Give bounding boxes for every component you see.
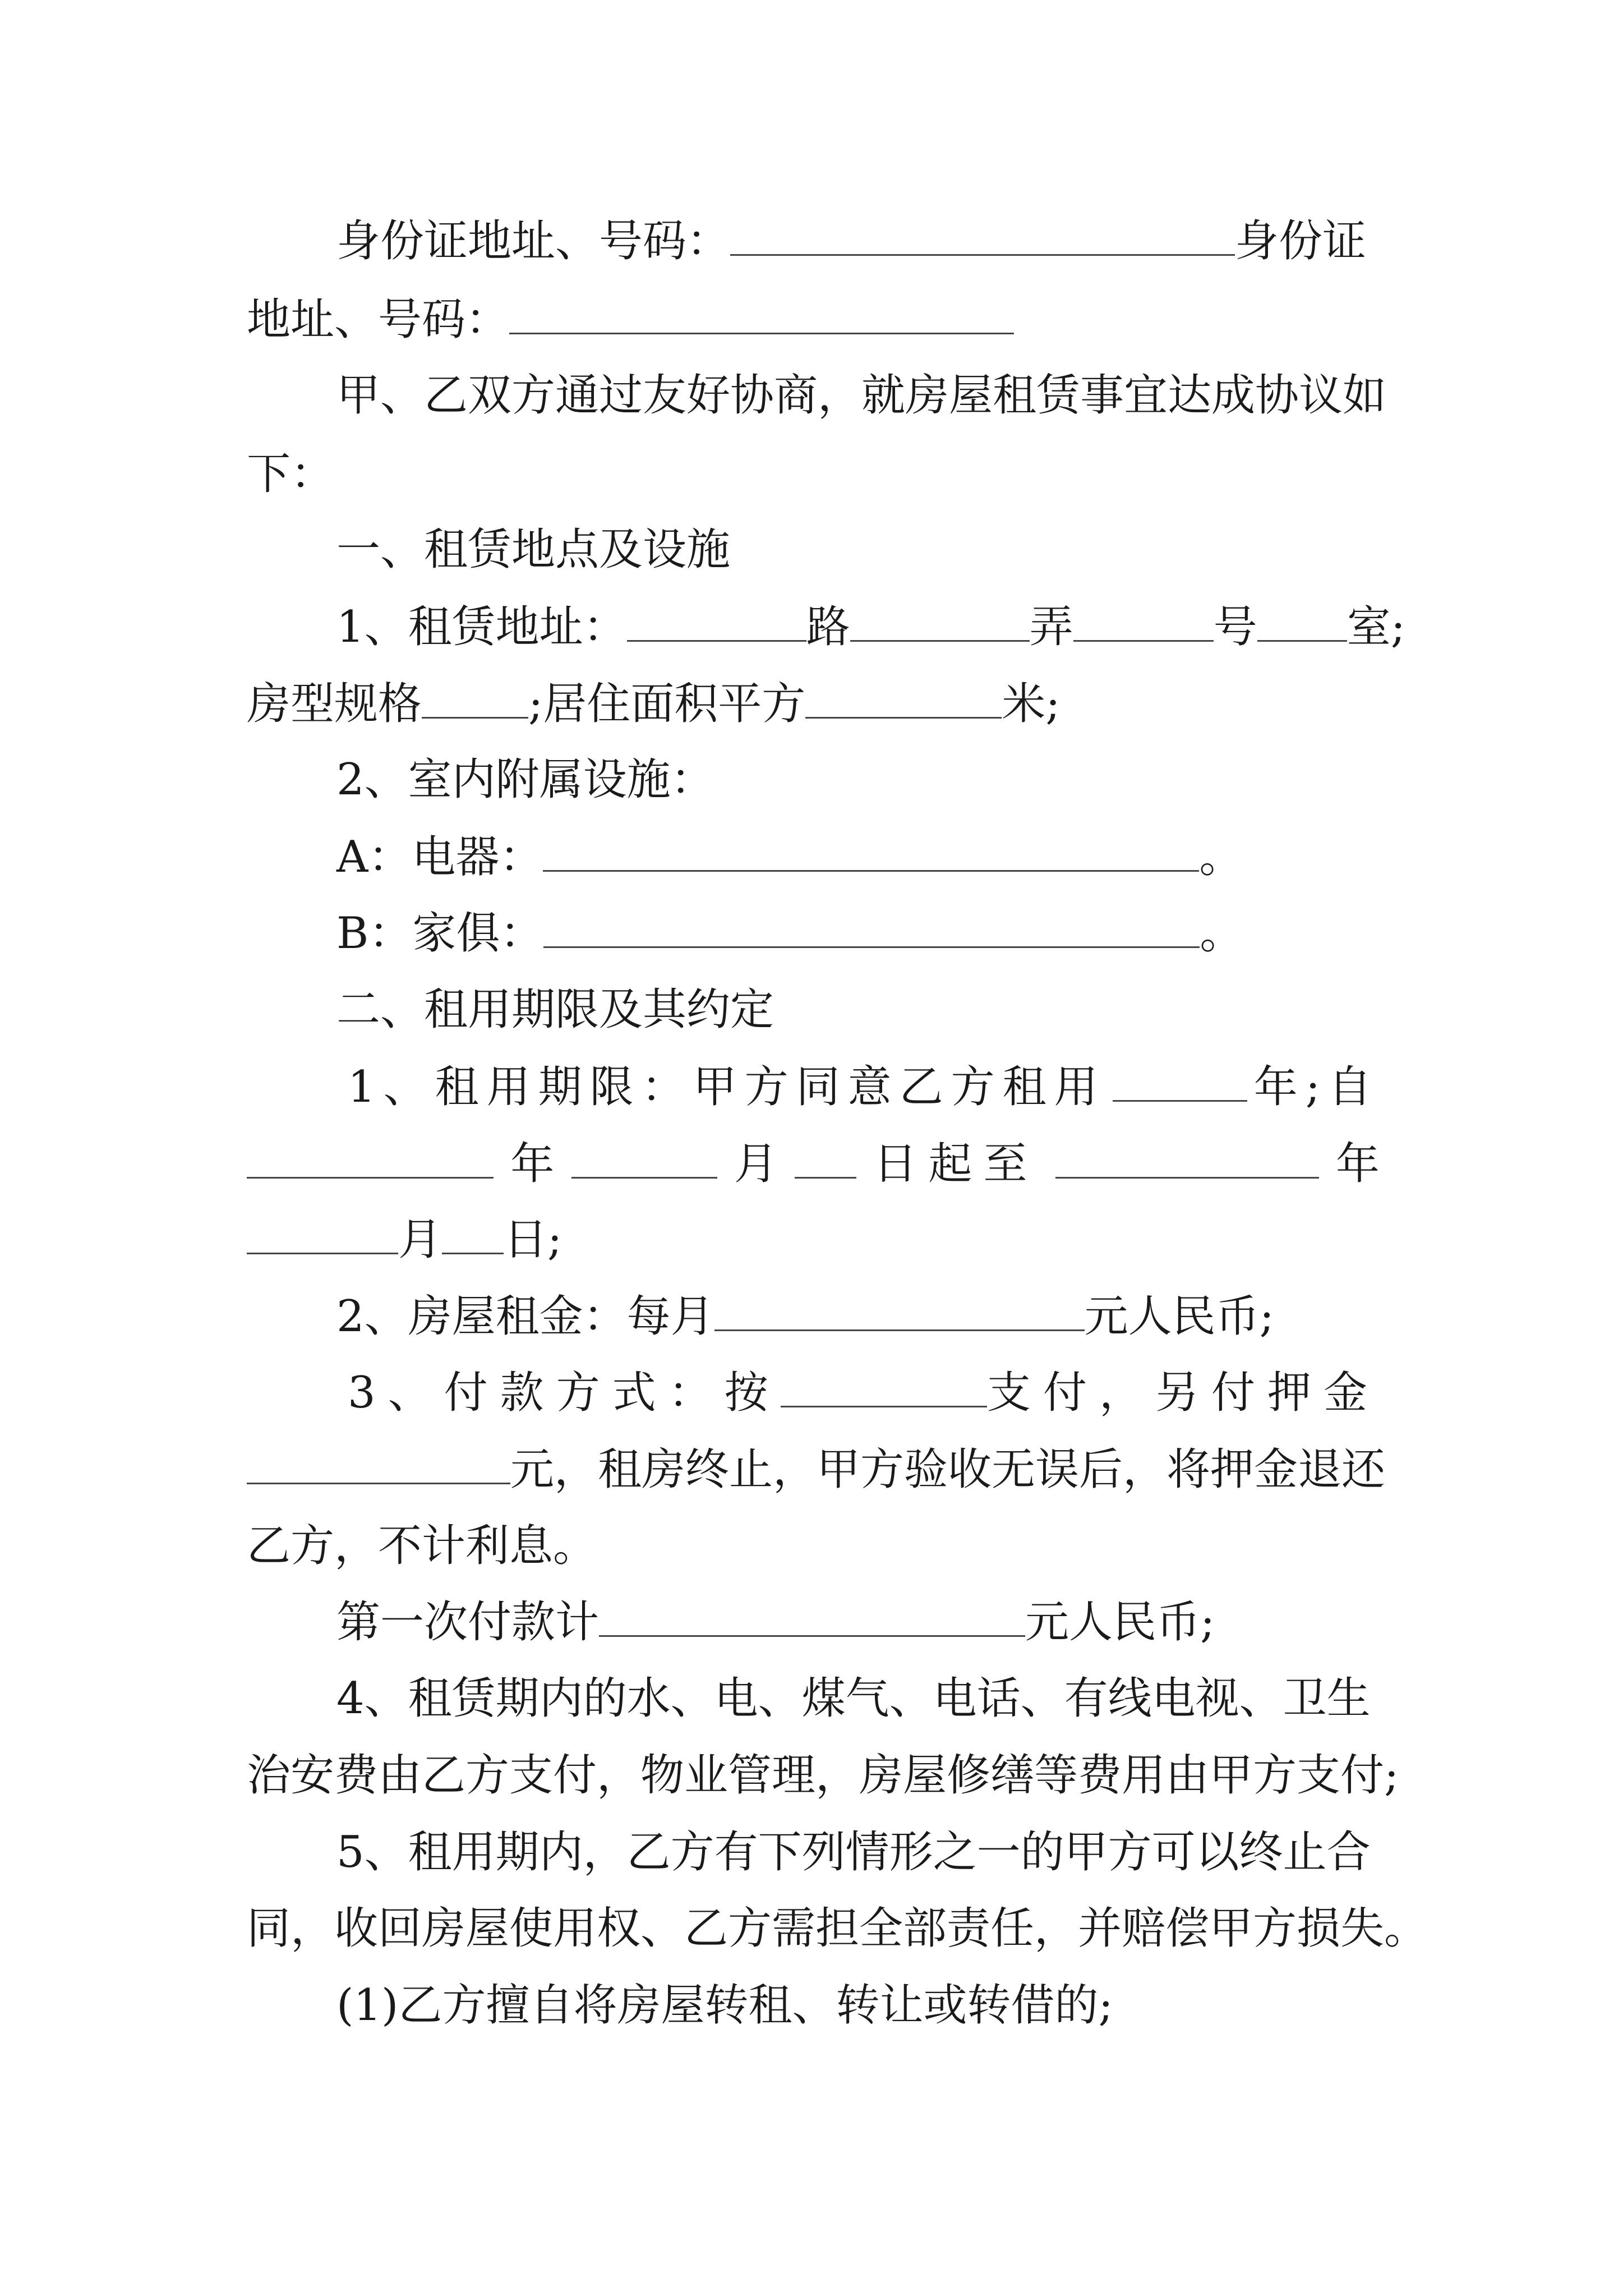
text: 2、室内附属设施： xyxy=(336,754,714,805)
text: 身份证 xyxy=(1235,216,1367,266)
rental-address-line xyxy=(336,599,1405,655)
section-heading-1 xyxy=(336,522,730,578)
text: 月 xyxy=(734,1139,778,1189)
text: 房型规格 xyxy=(247,679,422,729)
text: 月 xyxy=(398,1214,442,1265)
text: 支付，另付押金 xyxy=(986,1368,1380,1418)
blank-field[interactable] xyxy=(247,1138,494,1179)
text: 同，收回房屋使用权、乙方需担全部责任，并赔偿甲方损失。 xyxy=(247,1903,1428,1954)
text: B：家俱： xyxy=(336,908,544,959)
blank-field[interactable] xyxy=(422,678,528,719)
termination-line-1 xyxy=(336,1824,1371,1880)
blank-field[interactable] xyxy=(1113,1061,1247,1102)
text: 。 xyxy=(1199,832,1243,882)
text: 日; xyxy=(504,1214,562,1265)
text: 路 xyxy=(806,602,850,652)
text: 身份证地址、号码： xyxy=(336,216,731,266)
text: (1)乙方擅自将房屋转租、转让或转借的; xyxy=(336,1980,1113,2031)
id-address-line-2 xyxy=(247,292,1014,348)
text: 地址、号码： xyxy=(247,295,510,345)
id-address-line-1 xyxy=(336,213,1366,269)
blank-field[interactable] xyxy=(509,293,1014,334)
text: A：电器： xyxy=(336,832,543,882)
blank-field[interactable] xyxy=(571,1138,717,1179)
text: 年 xyxy=(510,1139,555,1189)
lease-term-line-1 xyxy=(348,1059,1380,1115)
blank-field[interactable] xyxy=(781,1366,987,1407)
payment-method-line xyxy=(348,1365,1380,1421)
blank-field[interactable] xyxy=(543,907,1200,948)
text: 1、租用期限：甲方同意乙方租用 xyxy=(348,1062,1106,1112)
text: 一、租赁地点及设施 xyxy=(336,524,731,575)
blank-field[interactable] xyxy=(1073,601,1214,642)
blank-field[interactable] xyxy=(442,1213,504,1254)
text: 治安费由乙方支付，物业管理，房屋修缮等费用由甲方支付; xyxy=(247,1750,1399,1801)
deposit-line xyxy=(247,1442,1385,1498)
rent-line xyxy=(336,1289,1274,1345)
room-spec-line xyxy=(247,676,1061,732)
blank-field[interactable] xyxy=(599,1596,1025,1637)
blank-field[interactable] xyxy=(850,601,1030,642)
text: 室; xyxy=(1347,602,1405,652)
utilities-line-2 xyxy=(247,1747,1399,1803)
text: 年;自 xyxy=(1253,1062,1380,1112)
intro-paragraph-line-1 xyxy=(336,367,1386,424)
blank-field[interactable] xyxy=(795,1138,856,1179)
termination-line-2 xyxy=(247,1901,1428,1957)
text: 元人民币; xyxy=(1025,1597,1215,1648)
text: 号 xyxy=(1213,602,1257,652)
blank-field[interactable] xyxy=(730,215,1235,256)
text: 1、租赁地址： xyxy=(336,602,627,652)
appliances-line xyxy=(336,829,1243,885)
lease-term-line-2 xyxy=(247,1136,1380,1192)
text: 日起至 xyxy=(873,1139,1039,1189)
blank-field[interactable] xyxy=(627,601,806,642)
text: 5、租用期内，乙方有下列情形之一的甲方可以终止合 xyxy=(336,1827,1371,1878)
section-heading-2 xyxy=(336,982,774,1038)
blank-field[interactable] xyxy=(1055,1138,1319,1179)
text: 米; xyxy=(1002,679,1061,729)
text: 4、租赁期内的水、电、煤气、电话、有线电视、卫生 xyxy=(336,1673,1371,1724)
blank-field[interactable] xyxy=(247,1213,398,1254)
intro-paragraph-line-2 xyxy=(247,446,334,502)
text: 乙方，不计利息。 xyxy=(247,1521,597,1571)
text: 年 xyxy=(1335,1139,1380,1189)
text: ;居住面积平方 xyxy=(528,679,806,729)
utilities-line-1 xyxy=(336,1671,1371,1727)
clause-1-line xyxy=(336,1977,1113,2033)
lease-term-line-3 xyxy=(247,1212,562,1268)
text: 第一次付款计 xyxy=(336,1597,600,1648)
blank-field[interactable] xyxy=(1257,601,1347,642)
text: 甲、乙双方通过友好协商，就房屋租赁事宜达成协议如 xyxy=(336,370,1387,421)
text: 2、房屋租金：每月 xyxy=(336,1291,714,1342)
first-payment-line xyxy=(336,1594,1215,1650)
text: 二、租用期限及其约定 xyxy=(336,984,774,1035)
blank-field[interactable] xyxy=(805,678,1002,719)
facilities-heading xyxy=(336,752,714,808)
text: 元，租房终止，甲方验收无误后，将押金退还 xyxy=(510,1444,1386,1495)
text: 下： xyxy=(247,449,335,499)
text: 弄 xyxy=(1029,602,1073,652)
no-interest-line xyxy=(247,1518,597,1574)
text: 元人民币; xyxy=(1084,1291,1274,1342)
text: 。 xyxy=(1200,908,1244,959)
furniture-line xyxy=(336,905,1243,961)
blank-field[interactable] xyxy=(543,831,1199,872)
blank-field[interactable] xyxy=(714,1290,1085,1331)
text: 3、付款方式：按 xyxy=(348,1368,781,1418)
blank-field[interactable] xyxy=(247,1443,510,1484)
